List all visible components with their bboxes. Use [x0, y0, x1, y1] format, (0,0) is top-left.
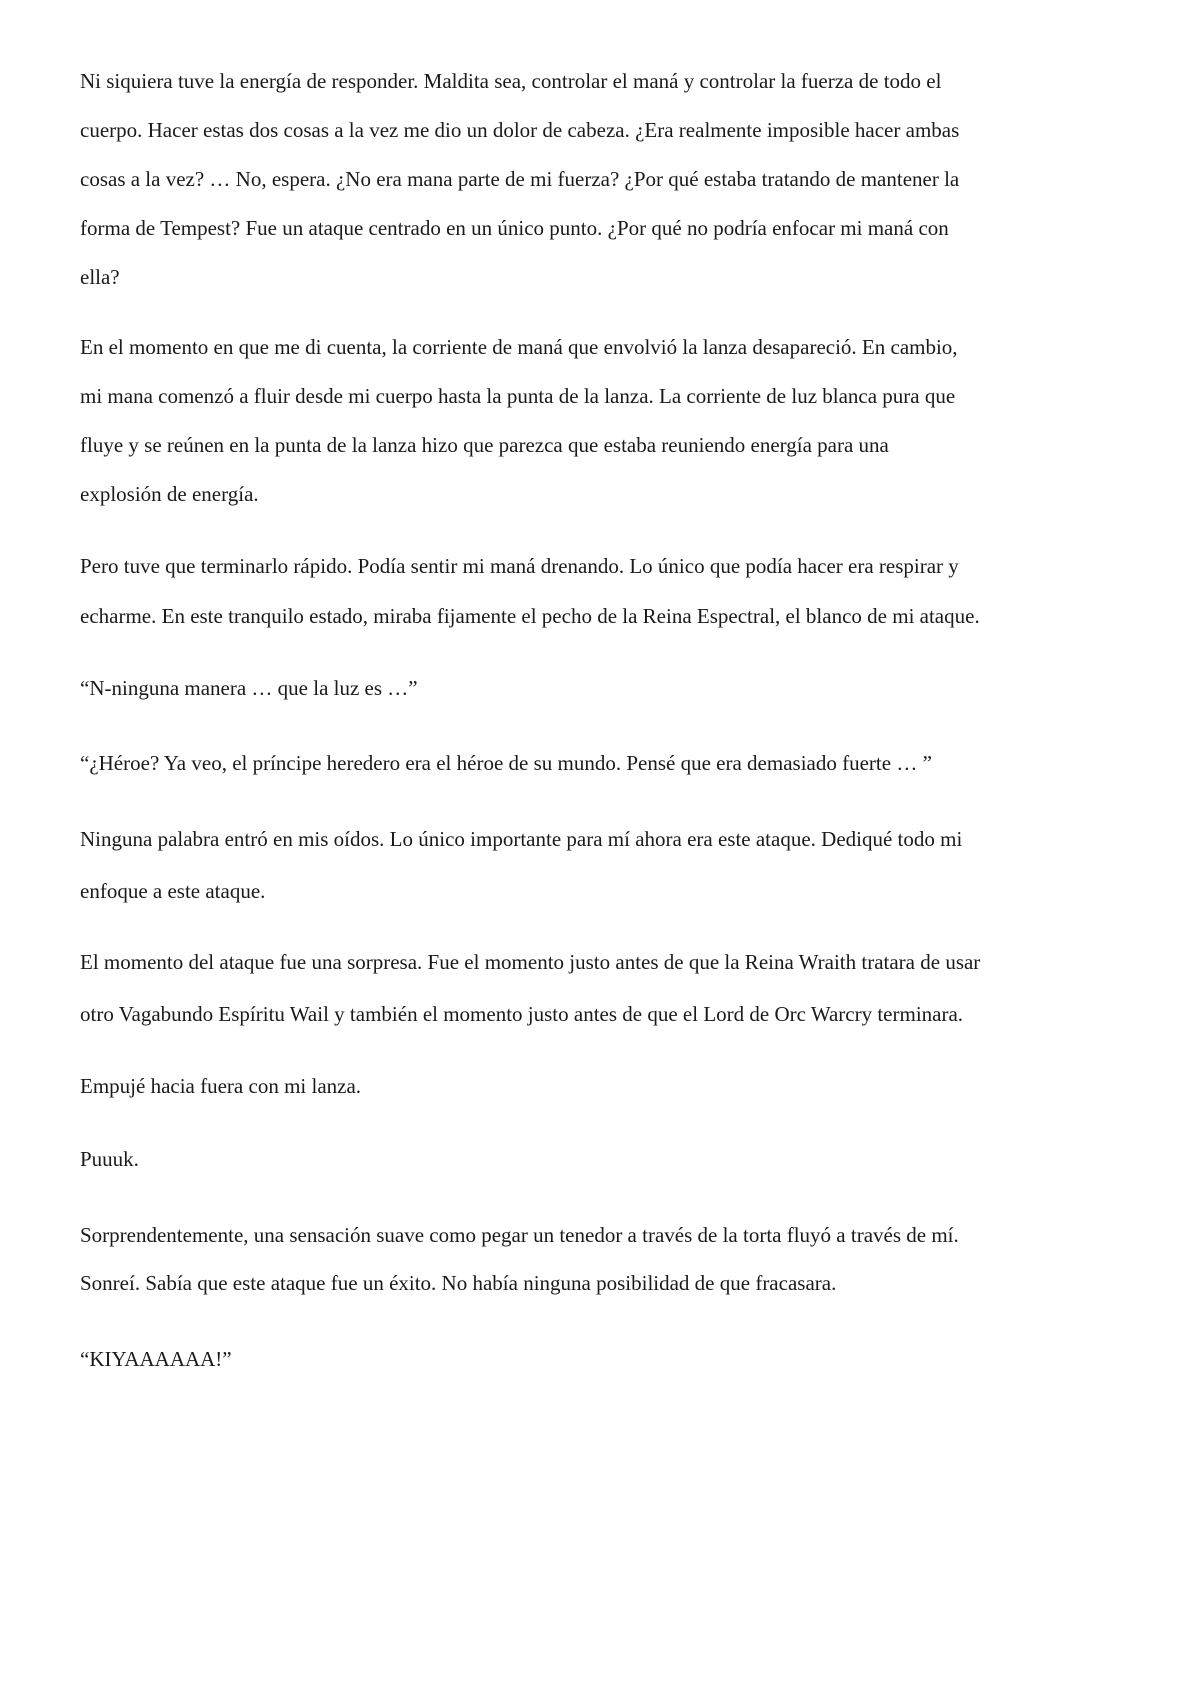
text-line: forma de Tempest? Fue un ataque centrado en un único punto. ¿Por qué no podría enfocar mi maná con [80, 216, 949, 240]
text-line: mi mana comenzó a fluir desde mi cuerpo hasta la punta de la lanza. La corriente de luz blanca pura que [80, 384, 956, 408]
text-line: echarme. En este tranquilo estado, miraba fijamente el pecho de la Reina Espectral, el blanco de mi ataque. [80, 604, 980, 628]
text-line: otro Vagabundo Espíritu Wail y también el momento justo antes de que el Lord de Orc Warcry terminara. [80, 1002, 964, 1026]
dialogue-line: “¿Héroe? Ya veo, el príncipe heredero era el héroe de su mundo. Pensé que era demasiado fuerte … ” [80, 751, 932, 775]
text-line: Sorprendentemente, una sensación suave como pegar un tenedor a través de la torta fluyó a través de mí. [80, 1223, 959, 1247]
text-line: fluye y se reúnen en la punta de la lanza hizo que parezca que estaba reuniendo energía para una [80, 433, 889, 457]
text-line: ella? [80, 265, 120, 289]
text-line: cosas a la vez? … No, espera. ¿No era mana parte de mi fuerza? ¿Por qué estaba tratando de mantener la [80, 167, 960, 191]
text-line: enfoque a este ataque. [80, 879, 266, 903]
text-line: Ninguna palabra entró en mis oídos. Lo único importante para mí ahora era este ataque. Dediqué todo mi [80, 827, 963, 851]
text-line: Puuuk. [80, 1147, 139, 1171]
dialogue-line: “N-ninguna manera … que la luz es …” [80, 676, 418, 700]
text-line: cuerpo. Hacer estas dos cosas a la vez me dio un dolor de cabeza. ¿Era realmente imposible hacer ambas [80, 118, 960, 142]
dialogue-line: “KIYAAAAAA!” [80, 1347, 232, 1371]
text-line: Ni siquiera tuve la energía de responder. Maldita sea, controlar el maná y controlar la fuerza de todo el [80, 69, 942, 93]
text-line: Sonreí. Sabía que este ataque fue un éxito. No había ninguna posibilidad de que fracasara. [80, 1271, 837, 1295]
text-line: explosión de energía. [80, 482, 259, 506]
text-line: En el momento en que me di cuenta, la corriente de maná que envolvió la lanza desapareció. En cambio, [80, 335, 958, 359]
text-line: Empujé hacia fuera con mi lanza. [80, 1074, 362, 1098]
text-line: El momento del ataque fue una sorpresa. Fue el momento justo antes de que la Reina Wraith tratara de usar [80, 950, 981, 974]
text-line: Pero tuve que terminarlo rápido. Podía sentir mi maná drenando. Lo único que podía hacer era respirar y [80, 554, 959, 578]
